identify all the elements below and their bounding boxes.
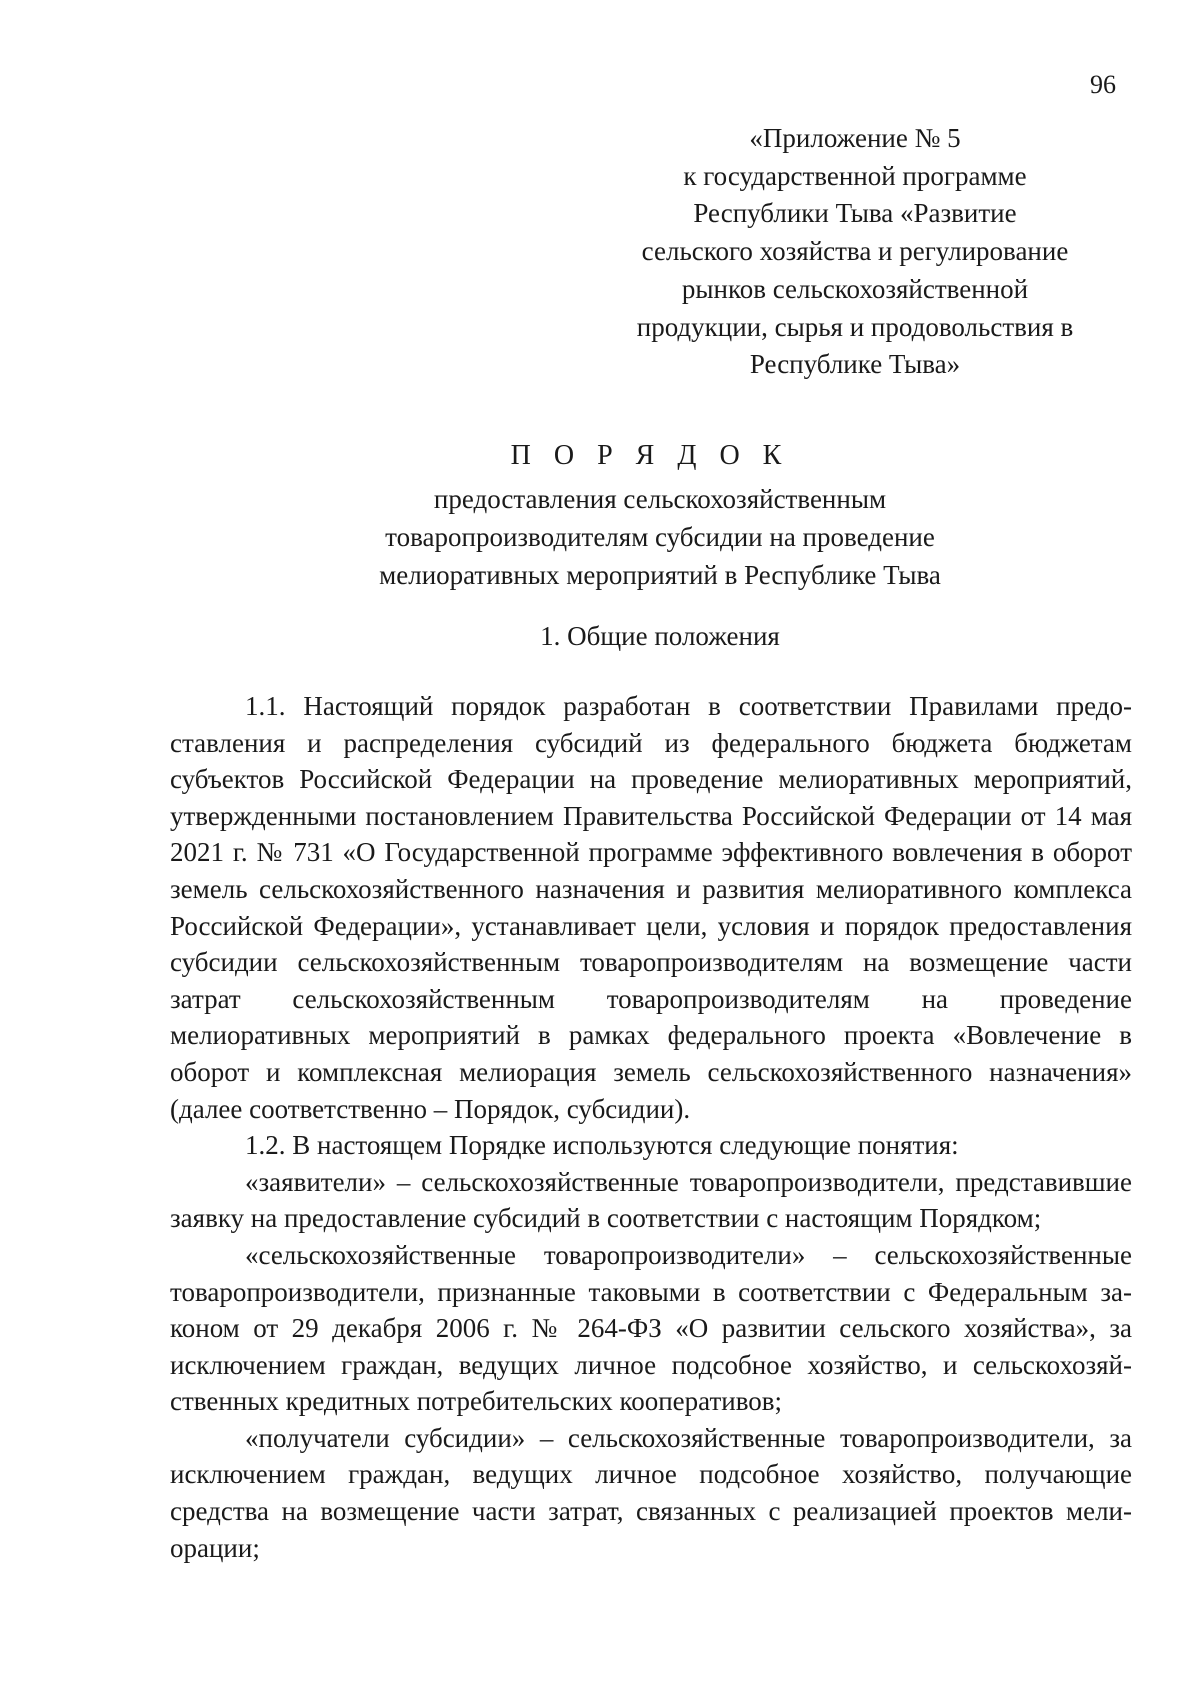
document-title: П О Р Я Д О К [510, 440, 790, 471]
document-body [170, 688, 1132, 1566]
subtitle-line: предоставления сельскохозяйственным [433, 484, 887, 514]
appendix-line: «Приложение № 5 [749, 123, 961, 153]
section-heading: 1. Общие положения [540, 621, 780, 651]
appendix-line: Республики Тыва «Развитие [693, 198, 1017, 229]
subtitle-line: товаропроизводителям субсидии на проведение [385, 522, 935, 552]
definition-applicants: «заявители» – сельскохозяйственные товаропроизводители, представившие заявку на предоставление субсидий в соответствии с настоящим Порядком; [170, 1166, 1132, 1234]
subtitle-line: мелиоративных мероприятий в Республике Тыва [379, 560, 941, 590]
appendix-line: сельского хозяйства и регулирование [641, 236, 1069, 267]
paragraph-1-2: 1.2. В настоящем Порядке используются следующие понятия: [245, 1130, 959, 1161]
page-number: 96 [1090, 70, 1116, 99]
appendix-line: Республике Тыва» [749, 349, 961, 380]
appendix-header [600, 120, 1110, 384]
appendix-line: к государственной программе [683, 160, 1027, 191]
definition-recipients: «получатели субсидии» – сельскохозяйственные товаропроизводители, за исключением граждан, ведущих личное подсобное хозяйство, получающие средства на возмещение части затрат, связанных с реализацией проектов мелиорации; [170, 1422, 1132, 1563]
document-subtitle [300, 480, 1020, 594]
appendix-line: рынков сельскохозяйственной [681, 273, 1029, 304]
appendix-line: продукции, сырья и продовольствия в [636, 311, 1074, 342]
paragraph-1-1: 1.1. Настоящий порядок разработан в соответствии Правилами предоставления и распределения субсидий из федерального бюджета бюджетам субъектов Российской Федерации на проведение мелиоративных мероприятий, утвержденными постановлением Правительства Российской Федерации от 14 мая 2021 г. № 731 «О Государственной программе эффективного вовлечения в оборот земель сельскохозяйственного назначения и развития мелиоративного комплекса Российской Федерации», устанавливает цели, условия и порядок предоставления субсидии сельскохозяйственным товаропроизводителям на возмещение части затрат сельскохозяйственным товаропроизводителям на проведение мелиоративных мероприятий в рамках федерального проекта «Вовлечение в оборот и комплексная мелиорация земель сельскохозяйственного назначения» (далее соответственно – Порядок, субсидии). [170, 691, 1132, 1124]
definition-producers: «сельскохозяйственные товаропроизводители» – сельскохозяйственные товаропроизводители, признанные таковыми в соответствии с Федеральным законом от 29 декабря 2006 г. № 264-ФЗ «О развитии сельского хозяйства», за исключением граждан, ведущих личное подсобное хозяйство, и сельскохозяйственных кредитных потребительских кооперативов; [170, 1239, 1132, 1417]
